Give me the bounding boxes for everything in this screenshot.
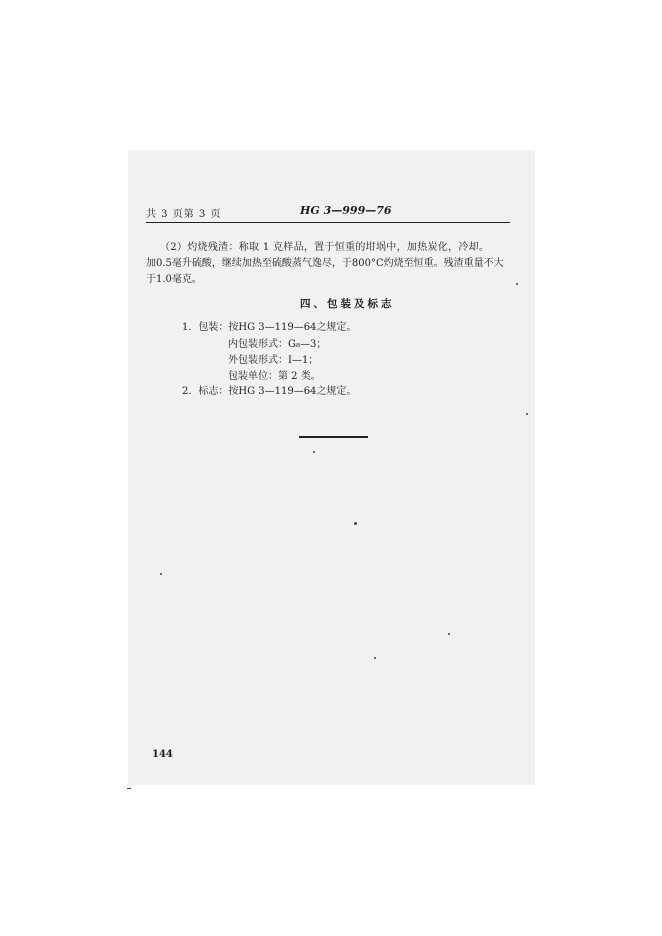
paragraph-line: （2）灼烧残渣：称取 1 克样品，置于恒重的坩埚中，加热炭化，冷却。 xyxy=(160,242,490,253)
standard-code: HG 3—999—76 xyxy=(300,204,392,217)
paragraph-line: 加0.5毫升硫酸，继续加热至硫酸蒸气逸尽，于800°C灼烧至恒重。残渣重量不大 xyxy=(146,258,504,269)
scan-speck xyxy=(127,788,131,789)
page-count-label: 共 3 页第 3 页 xyxy=(146,209,222,220)
header-rule xyxy=(146,222,510,223)
packaging-unit-item: 包装单位：第 2 类。 xyxy=(228,371,321,382)
scan-speck xyxy=(526,413,528,415)
scan-speck xyxy=(160,573,162,575)
packaging-item: 1．包装：按HG 3—119—64之规定。 xyxy=(182,322,357,333)
scan-speck xyxy=(448,633,450,635)
inner-packaging-item: 内包装形式：G₈—3； xyxy=(228,339,327,350)
marking-item: 2．标志：按HG 3—119—64之规定。 xyxy=(182,386,357,397)
scan-speck xyxy=(354,522,357,525)
scan-speck xyxy=(313,451,315,453)
paragraph-line: 于1.0毫克。 xyxy=(146,274,202,285)
end-rule xyxy=(299,436,368,438)
scan-speck xyxy=(374,657,376,659)
section-title: 四、包装及标志 xyxy=(300,298,395,310)
page-number: 144 xyxy=(152,749,173,760)
outer-packaging-item: 外包装形式：Ⅰ—1； xyxy=(228,355,319,366)
scan-speck xyxy=(516,283,518,285)
